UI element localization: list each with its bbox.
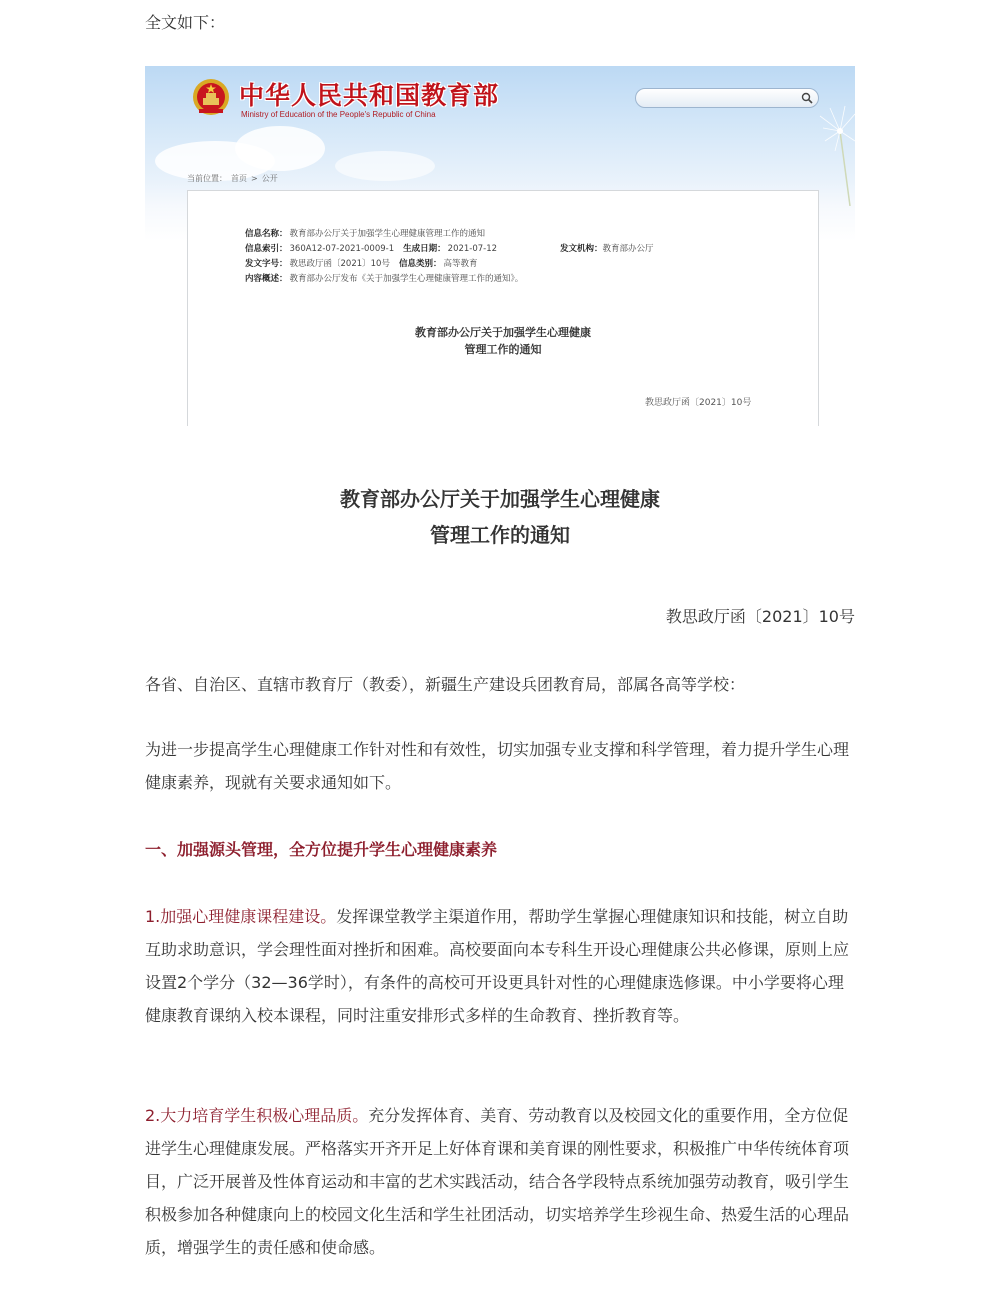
meta-value: 高等教育 <box>443 259 478 269</box>
section-heading: 一、加强源头管理，全方位提升学生心理健康素养 <box>145 840 498 859</box>
dandelion-decoration-icon <box>795 86 855 206</box>
meta-value: 教思政厅函〔2021〕10号 <box>289 259 390 269</box>
item-1-heading: 1.加强心理健康课程建设。 <box>145 907 337 926</box>
title-line: 教育部办公厅关于加强学生心理健康 <box>340 487 660 511</box>
meta-doc-no <box>245 257 478 269</box>
meta-summary <box>245 272 523 284</box>
panel-doc-number: 教思政厅函〔2021〕10号 <box>645 398 752 408</box>
meta-label: 信息索引： <box>245 244 288 254</box>
meta-label: 信息名称： <box>245 229 288 239</box>
panel-title-line: 管理工作的通知 <box>464 343 542 356</box>
item-1-body: 发挥课堂教学主渠道作用，帮助学生掌握心理健康知识和技能，树立自助互助求助意识，学会理性面对挫折和困难。高校要面向本专科生开设心理健康公共必修课，原则上应设置2个学分（32—36学时），有条件的高校可开设更具针对性的心理健康选修课。中小学要将心理健康教育课纳入校本课程，同时注重安排形式多样的生命教育、挫折教育等。 <box>145 907 850 1025</box>
national-emblem-icon <box>191 76 231 118</box>
cloud <box>335 151 435 181</box>
item-2-heading: 2.大力培育学生积极心理品质。 <box>145 1106 369 1125</box>
search-input[interactable] <box>635 88 819 108</box>
ministry-page-screenshot <box>145 66 855 426</box>
site-title: 中华人民共和国教育部 <box>239 81 500 110</box>
breadcrumb <box>187 173 282 184</box>
document-number: 教思政厅函〔2021〕10号 <box>665 607 855 626</box>
title-line: 管理工作的通知 <box>430 523 570 547</box>
meta-issuer <box>560 242 654 254</box>
meta-label: 生成日期： <box>403 244 446 254</box>
salutation: 各省、自治区、直辖市教育厅（教委），新疆生产建设兵团教育局，部属各高等学校： <box>145 675 746 694</box>
preamble: 为进一步提高学生心理健康工作针对性和有效性，切实加强专业支撑和科学管理，着力提升学生心理健康素养，现就有关要求通知如下。 <box>145 740 850 792</box>
site-subtitle: Ministry of Education of the People's Republic of China <box>241 110 436 119</box>
document-info-panel <box>187 190 819 426</box>
cloud <box>235 126 325 171</box>
meta-value: 360A12-07-2021-0009-1 <box>289 244 395 254</box>
breadcrumb-label: 当前位置： <box>187 174 227 183</box>
panel-title-line: 教育部办公厅关于加强学生心理健康 <box>415 326 591 339</box>
meta-value: 教育部办公厅 <box>602 244 654 254</box>
meta-label: 信息类别： <box>398 259 442 269</box>
breadcrumb-public[interactable]: 公开 <box>261 174 278 183</box>
meta-label: 发文机构： <box>560 244 603 254</box>
meta-value: 2021-07-12 <box>447 244 498 254</box>
item-2-body: 充分发挥体育、美育、劳动教育以及校园文化的重要作用，全方位促进学生心理健康发展。严格落实开齐开足上好体育课和美育课的刚性要求，积极推广中华传统体育项目，广泛开展普及性体育运动和丰富的艺术实践活动，结合各学段特点系统加强劳动教育，吸引学生积极参加各种健康向上的校园文化生活和学生社团活动，切实培养学生珍视生命、热爱生活的心理品质，增强学生的责任感和使命感。 <box>145 1106 850 1257</box>
meta-value: 教育部办公厅关于加强学生心理健康管理工作的通知 <box>289 229 486 239</box>
breadcrumb-separator: > <box>251 174 258 183</box>
item-2-paragraph <box>145 1099 857 1264</box>
meta-label: 内容概述： <box>245 274 288 284</box>
meta-value: 教育部办公厅发布《关于加强学生心理健康管理工作的通知》。 <box>289 274 524 284</box>
page-title <box>145 481 855 553</box>
meta-info-index <box>245 242 497 254</box>
meta-info-name <box>245 227 485 239</box>
breadcrumb-home[interactable]: 首页 <box>231 174 247 183</box>
panel-document-title <box>188 324 818 358</box>
meta-label: 发文字号： <box>245 259 288 269</box>
item-1-paragraph <box>145 900 857 1032</box>
intro-text: 全文如下： <box>145 13 226 32</box>
